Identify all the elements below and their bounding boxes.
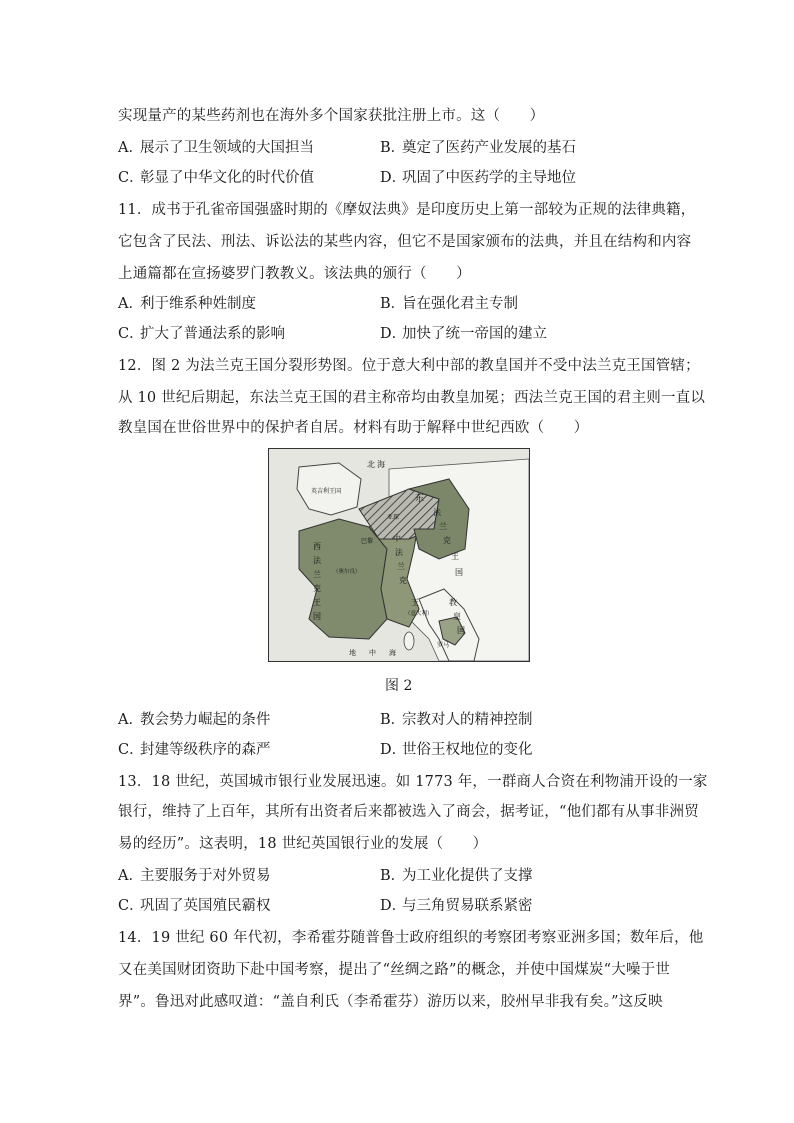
label-rome: 罗马	[437, 642, 450, 649]
corsica-island	[404, 632, 414, 650]
label-med-3: 海	[389, 649, 396, 657]
label-med-2: 中	[369, 649, 376, 657]
label-king: 王	[411, 598, 419, 607]
q10-option-b[interactable]	[380, 136, 576, 157]
option-key: C．	[118, 898, 144, 914]
q13-option-d[interactable]	[380, 894, 533, 915]
q11-option-c[interactable]	[118, 322, 285, 343]
label-east-2: 法	[433, 508, 441, 517]
q10-option-c[interactable]	[118, 166, 314, 187]
label-west-5: 王	[313, 598, 321, 607]
option-text: 扩大了普通法系的影响	[140, 326, 285, 342]
option-key: A．	[118, 296, 143, 312]
q12-option-b[interactable]	[380, 708, 533, 729]
option-key: A．	[118, 868, 143, 884]
q14-stem-line-2: 又在美国财团资助下赴中国考察，提出了“丝绸之路”的概念，并使中国煤炭“大噪于世	[118, 962, 671, 978]
option-text: 加快了统一帝国的建立	[402, 326, 547, 342]
label-east-4: 克	[443, 536, 451, 545]
label-papal-1: 教	[449, 598, 457, 607]
option-key: B．	[380, 140, 406, 156]
label-paris: 巴黎	[361, 538, 374, 545]
q13-option-b[interactable]	[380, 864, 533, 885]
label-west-6: 国	[313, 612, 321, 621]
option-key: D．	[380, 170, 407, 186]
label-west-4: 克	[313, 584, 321, 593]
label-papal-2: 皇	[453, 612, 461, 621]
label-med-1: 地	[349, 649, 356, 657]
option-key: D．	[380, 742, 407, 758]
q11-option-d[interactable]	[380, 322, 547, 343]
option-text: 展示了卫生领域的大国担当	[140, 140, 314, 156]
q11-option-b[interactable]	[380, 292, 518, 313]
option-key: B．	[380, 712, 406, 728]
option-text: 彰显了中华文化的时代价值	[140, 170, 314, 186]
option-key: C．	[118, 326, 144, 342]
q13-stem-line-2: 银行，维持了上百年，其所有出资者后来都被选入了商会，据考证，“他们都有从事非洲贸	[118, 804, 699, 820]
q13-stem-line-1: 13．18 世纪，英国城市银行业发展迅速。如 1773 年，一群商人合资在利物浦开设的一家	[118, 774, 708, 790]
label-middle-3: 兰	[397, 562, 405, 571]
q12-stem-line-3: 教皇国在世俗世界中的保护者自居。材料有助于解释中世纪西欧（ ）	[118, 420, 589, 436]
option-text: 与三角贸易联系紧密	[402, 898, 533, 914]
q10-option-a[interactable]	[118, 136, 314, 157]
q12-stem-line-1: 12．图 2 为法兰克王国分裂形势图。位于意大利中部的教皇国并不受中法兰克王国管辖；	[118, 358, 700, 374]
label-east-3: 兰	[439, 522, 447, 531]
q11-option-a[interactable]	[118, 292, 256, 313]
label-east-1: 东	[415, 494, 425, 504]
label-middle-2: 法	[395, 548, 403, 557]
option-text: 奠定了医药产业发展的基石	[402, 140, 576, 156]
map-svg	[269, 449, 529, 661]
label-england: 英吉利王国	[311, 488, 342, 495]
option-key: D．	[380, 898, 407, 914]
option-text: 为工业化提供了支撑	[402, 868, 533, 884]
figure-caption: 图 2	[385, 678, 413, 694]
option-text: 巩固了中医药学的主导地位	[402, 170, 576, 186]
option-text: 教会势力崛起的条件	[140, 712, 271, 728]
q14-stem-line-3: 界”。鲁迅对此感叹道：“盖自利氏（李希霍芬）游历以来，胶州早非我有矣。”这反映	[118, 994, 663, 1010]
q13-stem-line-3: 易的经历”。这表明，18 世纪英国银行业的发展（ ）	[118, 836, 488, 852]
option-key: B．	[380, 868, 406, 884]
option-text: 宗教对人的精神控制	[402, 712, 533, 728]
option-text: 主要服务于对外贸易	[140, 868, 271, 884]
label-east-5: 王	[451, 552, 459, 561]
label-west-1: 西	[313, 542, 321, 551]
q14-stem-line-1: 14．19 世纪 60 年代初，李希霍芬随普鲁士政府组织的考察团考察亚洲多国；数年后，他	[118, 930, 704, 946]
label-east-6: 国	[455, 568, 463, 577]
label-middle-4: 克	[399, 576, 407, 585]
label-north-sea: 北	[367, 460, 375, 469]
option-key: B．	[380, 296, 406, 312]
label-aachen: 亚琛	[387, 514, 400, 521]
q11-stem-line-2: 它包含了民法、刑法、诉讼法的某些内容，但它不是国家颁布的法典，并且在结构和内容	[118, 234, 692, 250]
option-key: A．	[118, 712, 143, 728]
option-text: 利于维系种姓制度	[140, 296, 256, 312]
q12-option-c[interactable]	[118, 738, 271, 759]
option-key: A．	[118, 140, 143, 156]
option-text: 封建等级秩序的森严	[140, 742, 271, 758]
q10-stem-tail: 实现量产的某些药剂也在海外多个国家获批注册上市。这（ ）	[118, 108, 545, 124]
option-key: C．	[118, 742, 144, 758]
q10-option-d[interactable]	[380, 166, 576, 187]
option-text: 旨在强化君主专制	[402, 296, 518, 312]
west-francia-region	[299, 519, 387, 639]
label-papal-3: 国	[457, 626, 465, 635]
q12-option-d[interactable]	[380, 738, 533, 759]
option-key: C．	[118, 170, 144, 186]
q11-stem-line-1: 11．成书于孔雀帝国强盛时期的《摩奴法典》是印度历史上第一部较为正规的法律典籍，	[118, 202, 696, 218]
frankish-kingdom-division-map	[268, 448, 530, 662]
label-italy: （意大利）	[405, 611, 433, 617]
q13-option-a[interactable]	[118, 864, 271, 885]
option-text: 世俗王权地位的变化	[402, 742, 533, 758]
option-key: D．	[380, 326, 407, 342]
q13-option-c[interactable]	[118, 894, 271, 915]
label-west-3: 兰	[313, 570, 321, 579]
label-north-sea-2: 海	[377, 460, 385, 469]
option-text: 巩固了英国殖民霸权	[140, 898, 271, 914]
label-west-2: 法	[313, 556, 321, 565]
label-orleans: （奥尔良）	[333, 569, 361, 575]
q11-stem-line-3: 上通篇都在宣扬婆罗门教教义。该法典的颁行（ ）	[118, 266, 471, 282]
label-middle-1: 中	[393, 534, 401, 543]
q12-option-a[interactable]	[118, 708, 271, 729]
q12-stem-line-2: 从 10 世纪后期起，东法兰克王国的君主称帝均由教皇加冕；西法兰克王国的君主则一直以	[118, 390, 706, 406]
